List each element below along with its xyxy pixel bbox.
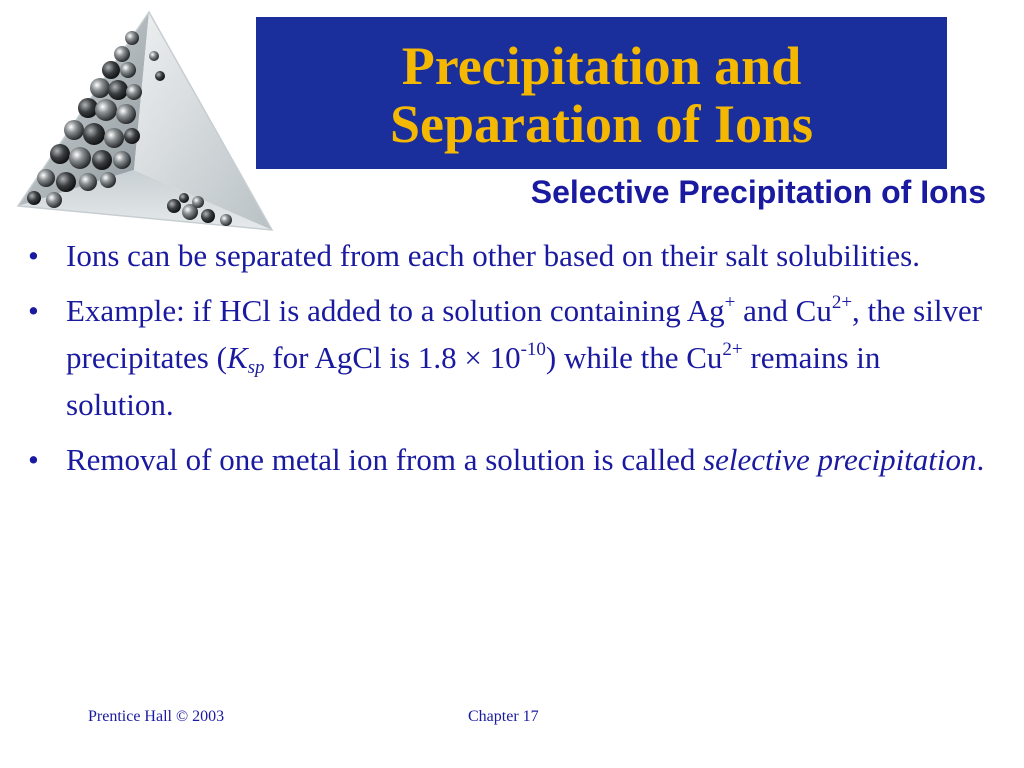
bullet-text: , the silver precipitates (	[66, 293, 983, 375]
ksp-subscript: sp	[247, 357, 265, 378]
superscript-exponent: -10	[520, 339, 546, 360]
footer-chapter: Chapter 17	[468, 708, 539, 725]
bullet-text: and Cu	[735, 293, 832, 328]
bullet-text: ) while the Cu	[545, 340, 723, 375]
bullet-text: Ions can be separated from each other based on their salt solubilities.	[66, 238, 920, 273]
superscript-charge: 2+	[831, 292, 853, 313]
bullet-list	[28, 232, 988, 491]
ksp-symbol: K	[226, 340, 248, 375]
bullet-dot: •	[28, 442, 39, 477]
superscript-charge: +	[724, 292, 736, 313]
bullet-text: Example: if HCl is added to a solution containing Ag	[66, 293, 725, 328]
bullet-item-3	[28, 436, 988, 483]
slide-title	[390, 33, 813, 153]
slide-subtitle: Selective Precipitation of Ions	[530, 174, 986, 210]
bullet-dot: •	[28, 238, 39, 273]
bullet-item-1	[28, 232, 988, 279]
emphasized-term: selective precipitation	[703, 442, 977, 477]
bullet-text: Removal of one metal ion from a solution is called	[66, 442, 704, 477]
slide-title-line-1: Precipitation and	[401, 36, 802, 96]
bullet-item-2	[28, 287, 988, 428]
slide-title-line-2: Separation of Ions	[389, 94, 814, 154]
footer-publisher: Prentice Hall © 2003	[88, 708, 225, 725]
crystal-pyramid-icon	[14, 10, 276, 238]
bullet-text: for AgCl is 1.8 × 10	[264, 340, 521, 375]
bullet-dot: •	[28, 293, 39, 328]
superscript-charge: 2+	[722, 339, 743, 360]
bullet-text: .	[976, 442, 985, 477]
bullet-text: remains in solution.	[66, 340, 881, 422]
title-banner	[256, 17, 947, 169]
